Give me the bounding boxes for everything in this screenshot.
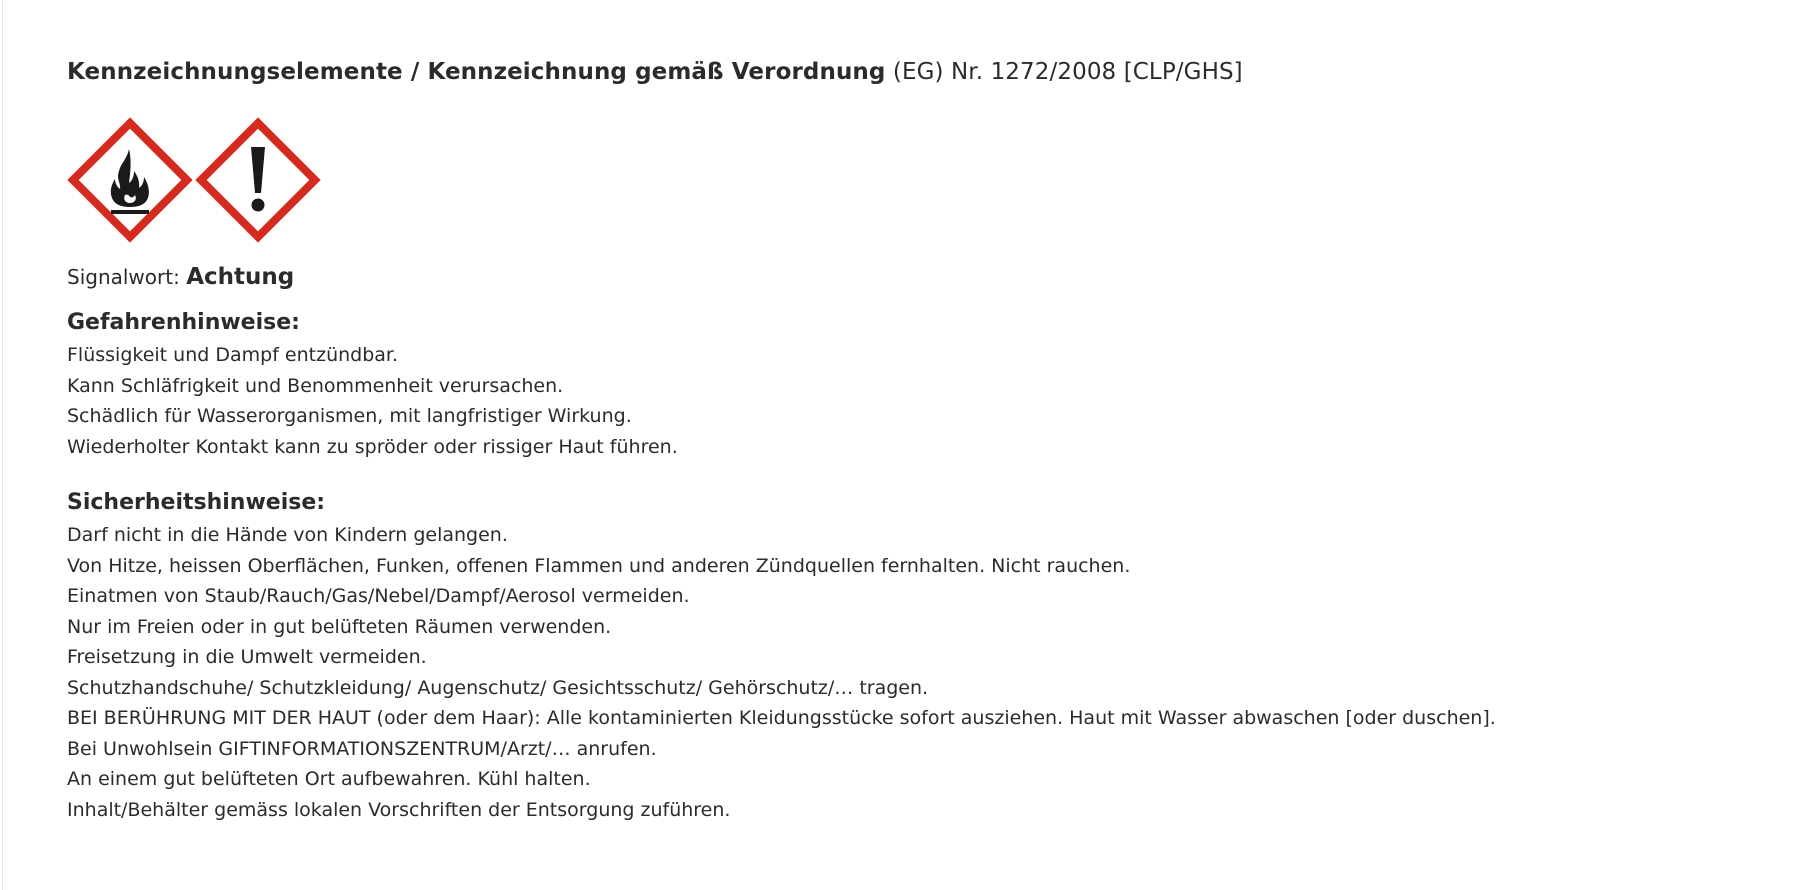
hazard-statements-list [67, 340, 1747, 462]
signal-word-value: Achtung [186, 264, 295, 290]
ghs07-exclamation-icon [195, 117, 321, 243]
precautionary-statement: Freisetzung in die Umwelt vermeiden. [67, 646, 427, 668]
precautionary-statement: BEI BERÜHRUNG MIT DER HAUT (oder dem Haar): Alle kontaminierten Kleidungsstücke sofort ausziehen. Haut mit Wasser abwaschen [oder duschen]. [67, 707, 1496, 729]
hazard-statement: Schädlich für Wasserorganismen, mit langfristiger Wirkung. [67, 405, 632, 427]
precautionary-statement: Nur im Freien oder in gut belüfteten Räumen verwenden. [67, 615, 612, 638]
precautionary-statements-title: Sicherheitshinweise: [67, 490, 326, 515]
hazard-statement: Flüssigkeit und Dampf entzündbar. [67, 344, 399, 366]
hazard-statements-title: Gefahrenhinweise: [67, 310, 300, 335]
page-border-line [2, 0, 3, 890]
hazard-statement: Kann Schläfrigkeit und Benommenheit verursachen. [67, 374, 564, 397]
precautionary-statements-list [67, 520, 1747, 825]
precautionary-statement: Von Hitze, heissen Oberflächen, Funken, offenen Flammen und anderen Zündquellen fernhalten. Nicht rauchen. [67, 554, 1131, 577]
precautionary-statement: An einem gut belüfteten Ort aufbewahren. Kühl halten. [67, 768, 591, 790]
signal-word-label: Signalwort: [67, 265, 187, 289]
hazard-statement: Wiederholter Kontakt kann zu spröder oder rissiger Haut führen. [67, 435, 678, 458]
ghs-pictogram-row [67, 117, 1747, 243]
precautionary-statement: Inhalt/Behälter gemäss lokalen Vorschriften der Entsorgung zuführen. [67, 798, 731, 821]
precautionary-statement: Darf nicht in die Hände von Kindern gelangen. [67, 524, 508, 546]
section-heading-bold: Kennzeichnungselemente / Kennzeichnung gemäß Verordnung [67, 59, 886, 85]
section-heading-regulation: (EG) Nr. 1272/2008 [CLP/GHS] [885, 59, 1243, 85]
ghs02-flame-icon [67, 117, 193, 243]
precautionary-statement: Schutzhandschuhe/ Schutzkleidung/ Augenschutz/ Gesichtsschutz/ Gehörschutz/… tragen. [67, 676, 929, 699]
precautionary-statement: Bei Unwohlsein GIFTINFORMATIONSZENTRUM/Arzt/… anrufen. [67, 737, 657, 760]
section-heading [67, 54, 1747, 90]
precautionary-statement: Einatmen von Staub/Rauch/Gas/Nebel/Dampf/Aerosol vermeiden. [67, 585, 690, 607]
signal-word-line [67, 260, 1747, 294]
labeling-section [67, 54, 1747, 825]
